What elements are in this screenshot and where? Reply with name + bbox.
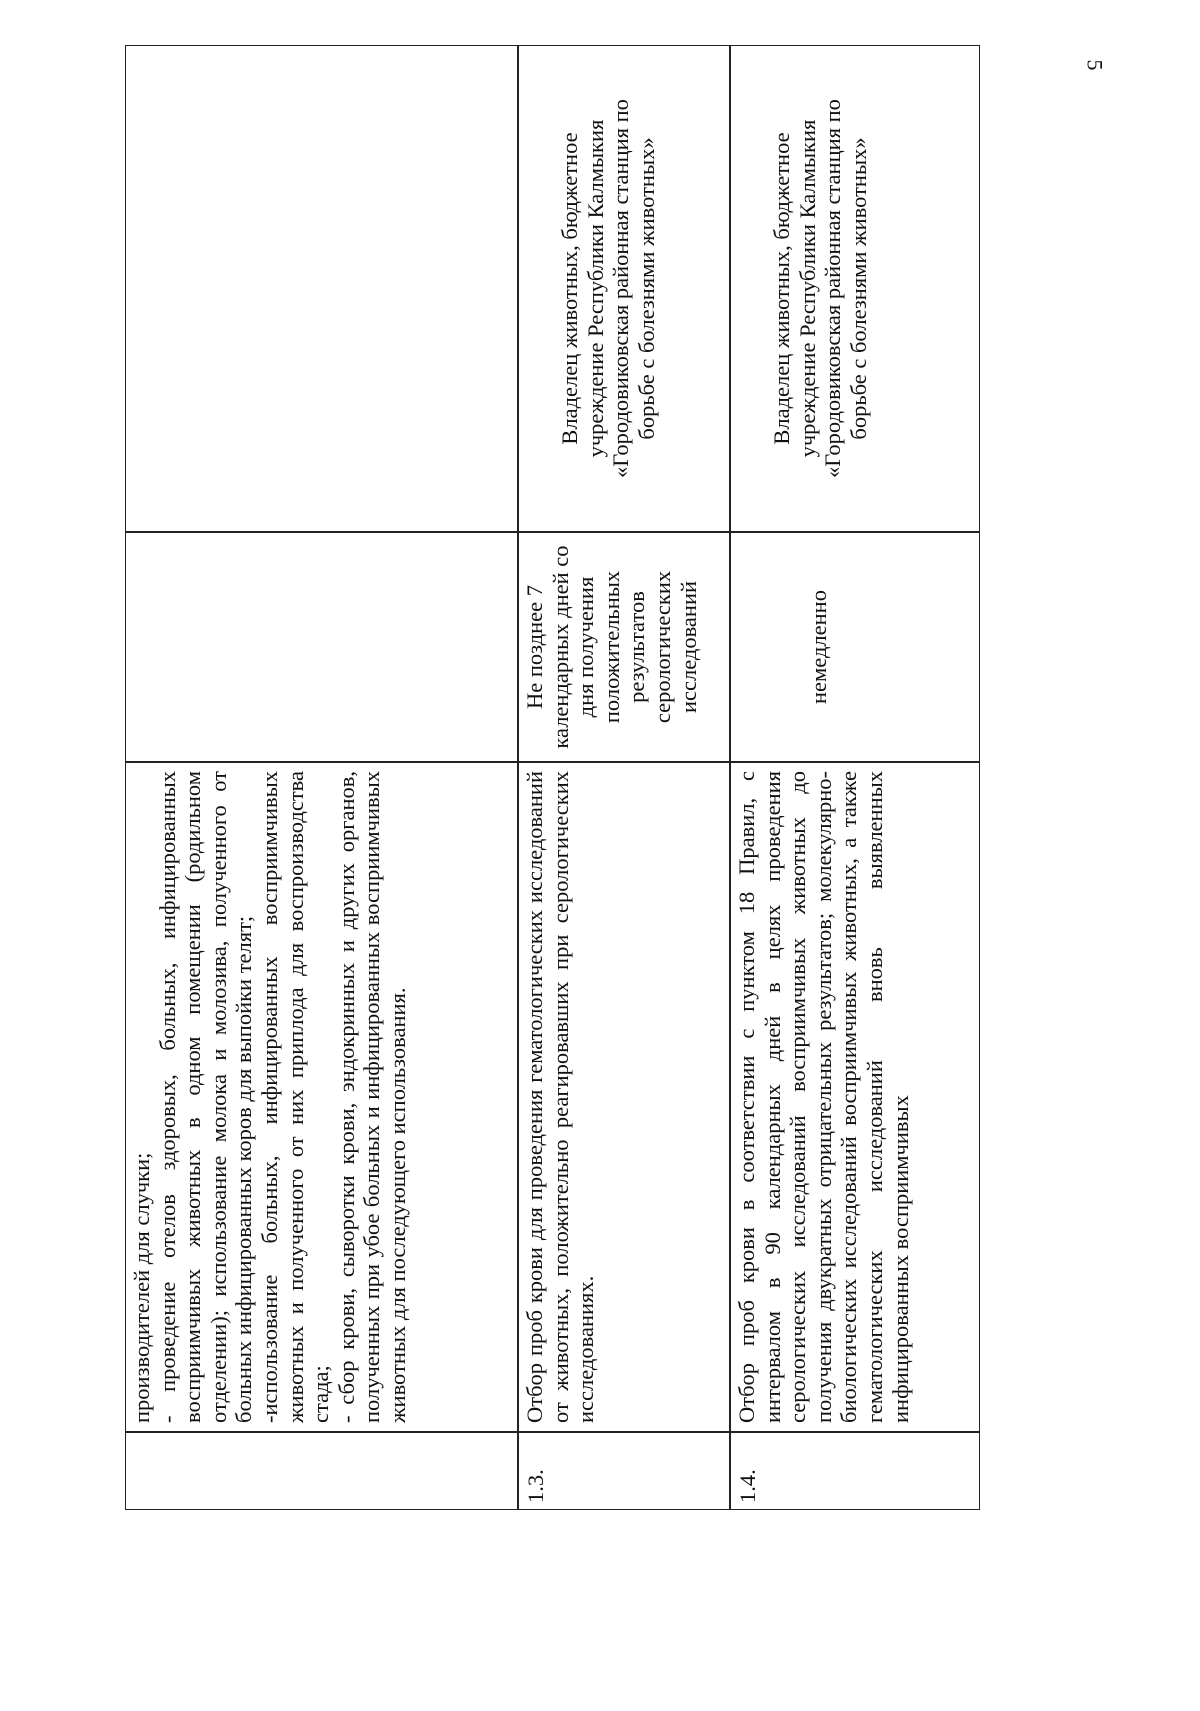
row-2-deadline-cell: немедленно: [730, 532, 980, 762]
row-0-responsible-cell: [125, 45, 518, 532]
description-paragraph: Отбор проб крови для проведения гематологических исследований от животных, положительно реагировавших при серологических исследованиях.: [522, 771, 599, 1423]
page-number: 5: [1082, 59, 1108, 71]
row-0-deadline-cell: [125, 532, 518, 762]
description-paragraph: производителей для случки;: [129, 1152, 154, 1423]
description-paragraph: - сбор крови, сыворотки крови, эндокринных и других органов, полученных при убое больных и инфицированных восприимчивых животных для последующего использования.: [333, 771, 410, 1423]
row-2-number-cell: 1.4.: [730, 1432, 980, 1510]
row-1-responsible-cell: Владелец животных, бюджетное учреждение Республики Калмыкия «Городовиковская районная станция по борьбе с болезнями животных»: [518, 45, 730, 532]
rotated-table-container: [125, 45, 980, 1510]
row-1-number-cell: 1.3.: [518, 1432, 730, 1510]
row-1-deadline-cell: Не позднее 7 календарных дней со дня получения положительных результатов серологических исследований: [518, 532, 730, 762]
row-2-description-cell: [730, 762, 980, 1432]
row-1-description-cell: [518, 762, 730, 1432]
row-2-responsible-cell: Владелец животных, бюджетное учреждение Республики Калмыкия «Городовиковская районная станция по борьбе с болезнями животных»: [730, 45, 980, 532]
description-paragraph: Отбор проб крови в соответствии с пунктом 18 Правил, с интервалом в 90 календарных дней в целях проведения серологических исследований восприимчивых животных до получения двукратных отрицательных результатов; молекулярно-биологических исследований восприимчивых животных, а также гематологических исследований вновь выявленных инфицированных восприимчивых: [734, 771, 913, 1423]
description-paragraph: -использование больных, инфицированных восприимчивых животных и полученного от них приплода для воспроизводства стада;: [256, 771, 334, 1423]
row-0-number-cell: [125, 1432, 518, 1510]
row-0-description-cell: [125, 762, 518, 1432]
description-paragraph: - проведение отелов здоровых, больных, инфицированных восприимчивых животных в одном помещении (родильном отделении); использование молока и молозива, полученного от больных инфицированных коров для выпойки телят;: [154, 771, 257, 1423]
